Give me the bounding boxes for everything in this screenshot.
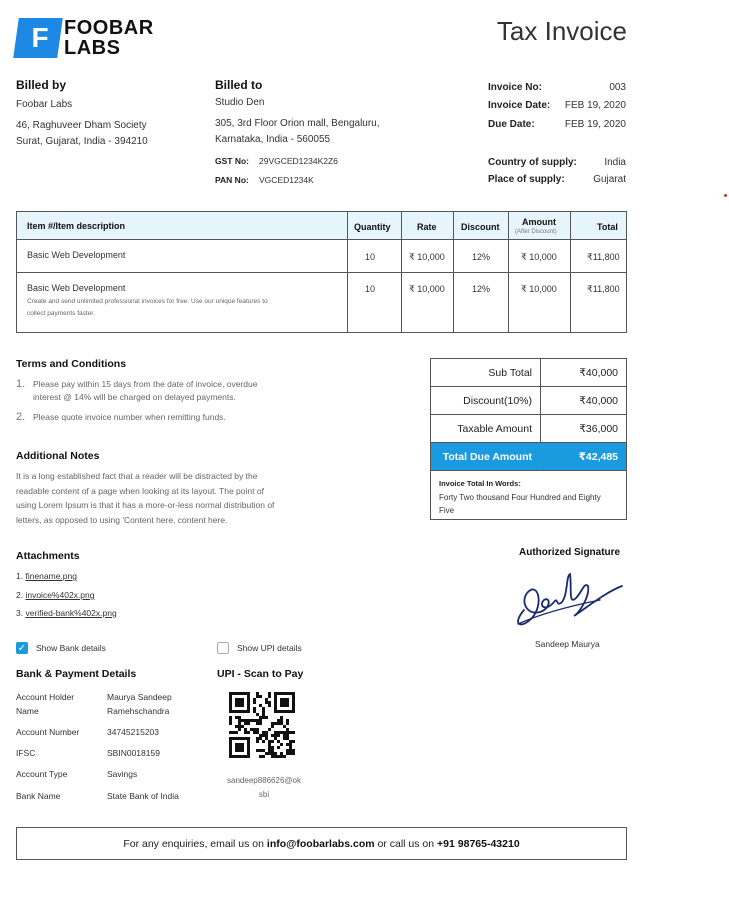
row1-discount: 12% — [472, 252, 491, 262]
account-number-value: 34745215203 — [107, 727, 160, 737]
signature-image — [510, 566, 630, 632]
account-number-label: Account Number — [16, 727, 80, 737]
th-quantity: Quantity — [354, 222, 391, 232]
country-label: Country of supply: — [488, 157, 577, 168]
row1-quantity: 10 — [365, 252, 376, 262]
row1-total: ₹11,800 — [587, 252, 620, 262]
billed-to-label: Billed to — [215, 78, 263, 92]
bank-name-value: State Bank of India — [107, 791, 179, 801]
bank-name-label: Bank Name — [16, 791, 61, 801]
place-label: Place of supply: — [488, 174, 565, 185]
term1-num: 1. — [16, 378, 26, 390]
th-rate: Rate — [417, 222, 437, 232]
subtotal-row — [431, 359, 626, 387]
attachment-3 — [16, 608, 117, 618]
footer-email[interactable]: info@foobarlabs.com — [266, 838, 375, 850]
holder-value — [107, 690, 172, 718]
subtotal-value: ₹40,000 — [579, 367, 618, 379]
check-icon: ✓ — [17, 643, 27, 654]
term2-num: 2. — [16, 411, 26, 423]
logo-letter: F — [31, 22, 49, 53]
notes-line3: using Lorem Ipsum is that it has a more-or-less normal distribution of — [16, 500, 275, 510]
invoice-date-label: Invoice Date: — [488, 100, 551, 111]
th-amount: Amount — [522, 217, 556, 227]
th-discount: Discount — [461, 222, 500, 232]
row1-rate: ₹ 10,000 — [409, 252, 445, 262]
holder-label — [16, 690, 74, 718]
row2-item: Basic Web Development — [27, 283, 126, 293]
total-due-row — [431, 443, 626, 471]
row2-amount: ₹ 10,000 — [521, 284, 557, 294]
billed-by-address2: Surat, Gujarat, India - 394210 — [16, 136, 148, 147]
signature-name: Sandeep Maurya — [535, 639, 600, 649]
row2-quantity: 10 — [365, 284, 376, 294]
attachment-1-link[interactable]: finename.png — [25, 571, 77, 581]
holder-value-line2: Ramehschandra — [107, 706, 170, 716]
total-words-label: Invoice Total In Words: — [439, 479, 521, 488]
pan-value: VGCED1234K — [259, 175, 314, 185]
taxable-value: ₹36,000 — [579, 423, 618, 435]
upi-id-line2: sbi — [258, 790, 270, 799]
due-date-label: Due Date: — [488, 119, 535, 130]
billed-to-name: Studio Den — [215, 97, 265, 108]
billed-by-address1: 46, Raghuveer Dham Society — [16, 120, 147, 131]
terms-title: Terms and Conditions — [16, 358, 127, 370]
total-due-value: ₹42,485 — [578, 451, 618, 463]
row-divider — [17, 272, 626, 273]
ifsc-label: IFSC — [16, 748, 36, 758]
row2-total: ₹11,800 — [587, 284, 620, 294]
term2-line1: Please quote invoice number when remitting funds. — [33, 412, 226, 422]
th-item: Item #/Item description — [27, 221, 126, 231]
attachment-1-num: 1. — [16, 571, 24, 581]
due-date-value: FEB 19, 2020 — [564, 119, 626, 130]
attachments-title: Attachments — [16, 550, 80, 562]
taxable-label: Taxable Amount — [431, 415, 541, 443]
footer-middle: or call us on — [377, 838, 435, 850]
notes-body — [16, 469, 274, 527]
ifsc-value: SBIN0018159 — [107, 748, 160, 758]
gst-value: 29VGCED1234K2Z6 — [259, 156, 338, 166]
country-value: India — [604, 157, 626, 168]
row2-desc-line1: Create and send unlimited professional invoices for free. Use our unique features to — [27, 298, 268, 305]
attachment-3-link[interactable]: verified-bank%402x.png — [25, 608, 117, 618]
upi-title: UPI - Scan to Pay — [217, 668, 304, 680]
bank-title: Bank & Payment Details — [16, 668, 137, 680]
total-due-label: Total Due Amount — [431, 443, 541, 471]
footer-prefix: For any enquiries, email us on — [123, 838, 264, 850]
upi-qr-code — [229, 692, 295, 758]
invoice-no-label: Invoice No: — [488, 82, 542, 93]
totals-box — [430, 358, 627, 520]
items-table — [16, 211, 627, 333]
upi-id — [219, 774, 309, 802]
notes-title: Additional Notes — [16, 450, 100, 462]
holder-value-line1: Maurya Sandeep — [107, 692, 172, 702]
row1-amount: ₹ 10,000 — [521, 252, 557, 262]
show-upi-label[interactable]: Show UPI details — [237, 643, 302, 653]
brand-line1: FOOBAR — [64, 17, 154, 39]
discount-label: Discount(10%) — [431, 387, 541, 415]
attachment-2-num: 2. — [16, 590, 24, 600]
subtotal-label: Sub Total — [431, 359, 541, 387]
attachment-1 — [16, 571, 77, 581]
row2-rate: ₹ 10,000 — [409, 284, 445, 294]
gst-label: GST No: — [215, 156, 249, 166]
taxable-row — [431, 415, 626, 443]
account-type-value: Savings — [107, 769, 138, 779]
total-words-line2: Five — [439, 506, 455, 515]
term1-text — [33, 378, 257, 404]
document-title: Tax Invoice — [496, 16, 627, 46]
notes-line4: letters, as opposed to using 'Content here, content here. — [16, 514, 228, 525]
place-value: Gujarat — [593, 174, 626, 185]
upi-id-line1: sandeep886626@ok — [227, 776, 301, 785]
signature-label: Authorized Signature — [519, 547, 621, 558]
holder-label-line1: Account Holder — [16, 692, 75, 702]
billed-to-address1: 305, 3rd Floor Orion mall, Bengaluru, — [215, 118, 380, 129]
billed-by-label: Billed by — [16, 78, 67, 92]
brand-name — [64, 18, 154, 58]
th-total: Total — [597, 222, 618, 232]
footer-phone[interactable]: +91 98765-43210 — [437, 838, 520, 850]
invoice-date-value: FEB 19, 2020 — [564, 100, 626, 111]
discount-value: ₹40,000 — [579, 395, 618, 407]
footer-contact — [16, 827, 627, 860]
row2-desc-line2: collect payments faster. — [27, 310, 95, 317]
invoice-no-value: 003 — [609, 82, 626, 93]
brand-line2: LABS — [64, 37, 121, 59]
show-bank-label[interactable]: Show Bank details — [36, 643, 106, 653]
show-upi-checkbox[interactable] — [217, 642, 229, 654]
holder-label-line2: Name — [16, 706, 39, 716]
row1-item: Basic Web Development — [27, 250, 126, 260]
total-words-line1: Forty Two thousand Four Hundred and Eighty — [439, 493, 601, 502]
discount-row — [431, 387, 626, 415]
notes-line1: It is a long established fact that a reader will be distracted by the — [16, 471, 258, 481]
account-type-label: Account Type — [16, 769, 68, 779]
show-bank-checkbox[interactable] — [16, 642, 28, 654]
billed-to-address2: Karnataka, India - 560055 — [215, 134, 331, 145]
notes-line2: readable content of a page when looking at its layout. The point of — [16, 485, 264, 496]
row2-discount: 12% — [472, 284, 491, 294]
attachment-2 — [16, 590, 94, 600]
pan-label: PAN No: — [215, 175, 249, 185]
billed-by-name: Foobar Labs — [16, 99, 73, 110]
attachment-3-num: 3. — [16, 608, 24, 618]
th-amount-sub: (After Discount) — [515, 229, 557, 235]
attachment-2-link[interactable]: invoice%402x.png — [25, 590, 95, 600]
marker-dot — [724, 194, 727, 197]
total-words — [439, 491, 601, 517]
term1-line2: interest @ 14% will be charged on delayed payments. — [33, 392, 236, 402]
term1-line1: Please pay within 15 days from the date of invoice, overdue — [33, 379, 258, 389]
